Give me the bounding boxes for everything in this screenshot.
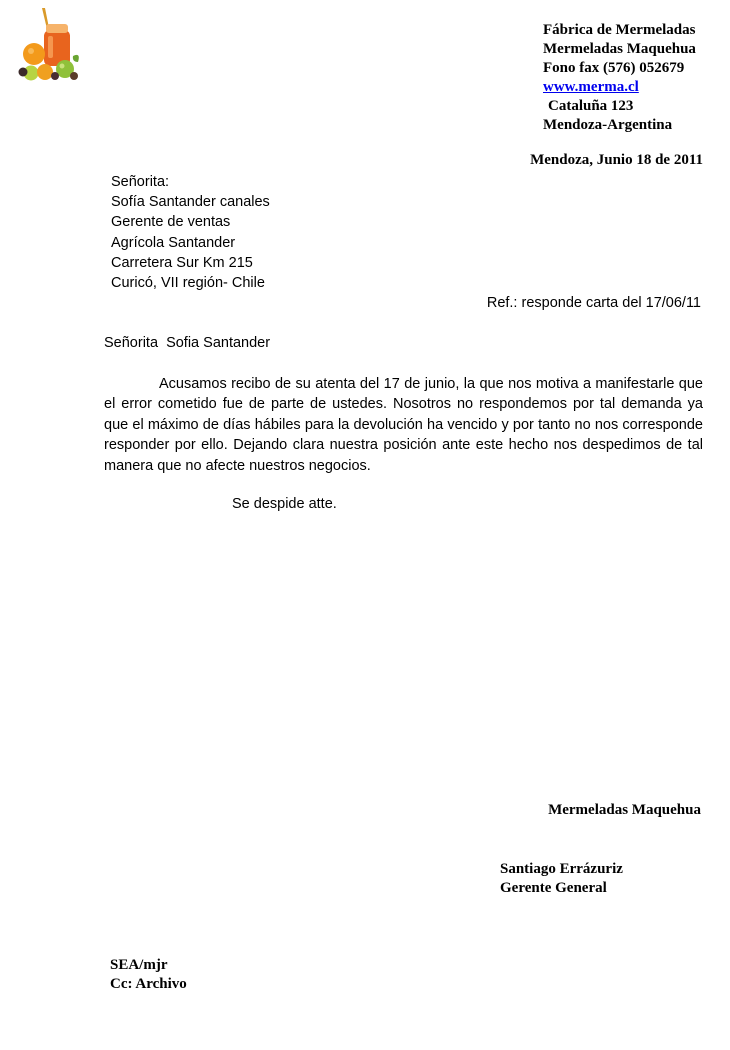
company-line-1: Fábrica de Mermeladas — [543, 22, 696, 38]
company-website-link[interactable]: www.merma.cl — [543, 79, 639, 95]
signer-name: Santiago Errázuriz — [500, 861, 623, 877]
company-line-2: Mermeladas Maquehua — [543, 41, 696, 57]
recipient-position: Gerente de ventas — [111, 214, 231, 231]
signer-position: Gerente General — [500, 880, 607, 896]
recipient-city: Curicó, VII región- Chile — [111, 275, 265, 292]
closing-line: Se despide atte. — [232, 496, 337, 512]
signature-block — [500, 860, 623, 898]
fruit-jam-logo-icon — [18, 6, 82, 82]
reference-line: Ref.: responde carta del 17/06/11 — [486, 295, 701, 311]
company-city: Mendoza-Argentina — [543, 117, 673, 133]
letter-date: Mendoza, Junio 18 de 2011 — [530, 152, 703, 168]
recipient-title: Señorita: — [111, 174, 170, 190]
company-address: Cataluña 123 — [548, 98, 634, 114]
letter-body: Acusamos recibo de su atenta del 17 de junio, la que nos motiva a manifestarle que el error cometido fue de parte de ustedes. Nosotros no respondemos por tal demanda ya que el máximo de días hábiles para la devolución ha vencido y por tanto no nos corresponde responder por ello. Dejando clara nuestra posición ante este hecho nos despedimos de tal manera que no afecte nuestros negocios. — [104, 376, 703, 474]
footer-block — [110, 956, 187, 994]
recipient-block — [111, 172, 270, 293]
recipient-company: Agrícola Santander — [111, 234, 236, 251]
recipient-name: Sofía Santander canales — [111, 194, 270, 211]
company-header — [543, 21, 723, 135]
signature-company: Mermeladas Maquehua — [548, 802, 701, 818]
company-phone-fax: Fono fax (576) 052679 — [543, 60, 685, 76]
footer-cc: Cc: Archivo — [110, 976, 187, 992]
salutation: Señorita Sofia Santander — [104, 335, 271, 351]
footer-initials: SEA/mjr — [110, 957, 168, 973]
recipient-address: Carretera Sur Km 215 — [111, 254, 253, 271]
